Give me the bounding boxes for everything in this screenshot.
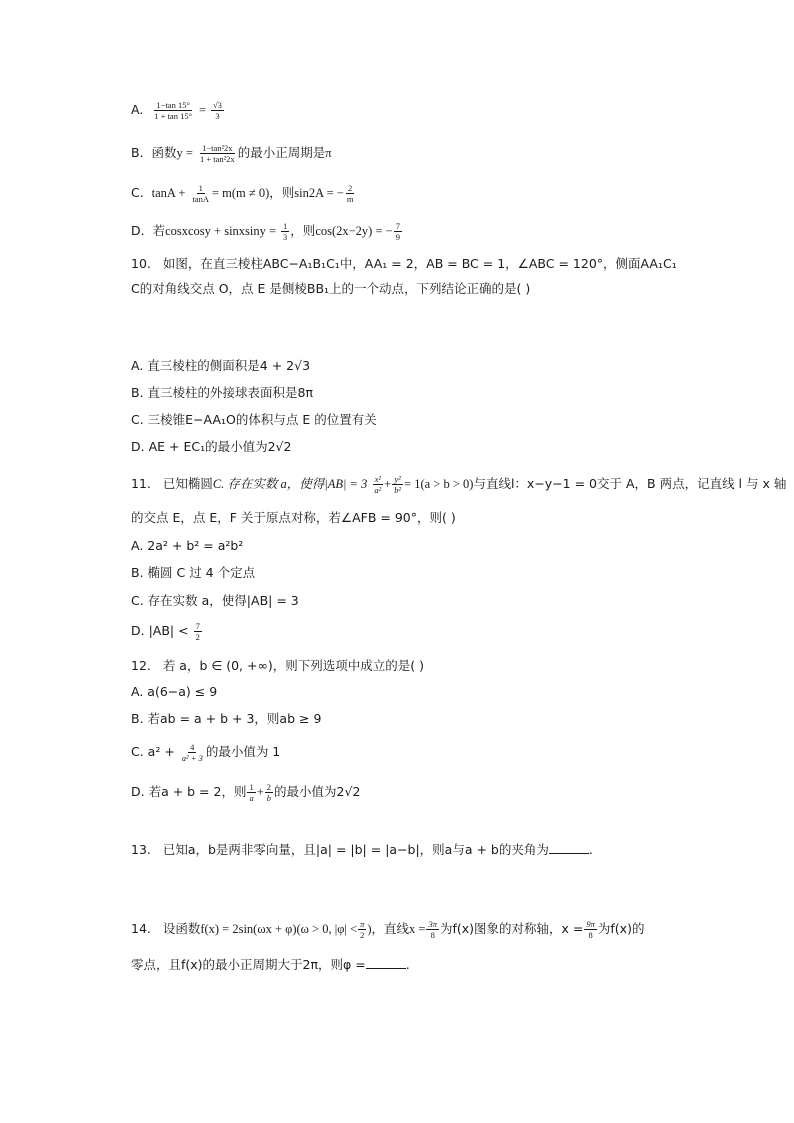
denominator: 9 xyxy=(395,232,400,242)
fraction xyxy=(372,474,383,495)
question-text: 为f(x)图象的对称轴，x = xyxy=(439,921,584,936)
question-text: 零点，且f(x)的最小正周期大于2π，则φ = xyxy=(131,957,366,972)
numerator: 1−tan²2x xyxy=(202,143,233,153)
q12-option-a xyxy=(131,683,217,701)
option-label: B. xyxy=(131,145,144,160)
fraction xyxy=(211,100,224,121)
question-number: 11. xyxy=(131,476,151,491)
option-text: A. a(6−a) ≤ 9 xyxy=(131,684,218,699)
numerator: x² xyxy=(374,474,381,484)
q12-stem xyxy=(131,657,424,675)
fraction xyxy=(394,221,402,242)
numerator: π xyxy=(360,919,365,929)
numerator: 7 xyxy=(195,621,200,631)
numerator: 2 xyxy=(266,782,272,792)
option-text: D. 若a + b = 2，则 xyxy=(131,784,247,799)
denominator: 8 xyxy=(588,930,593,940)
option-text: 的最小值为2√2 xyxy=(274,784,361,799)
q13-stem xyxy=(131,841,593,859)
math: = m(m ≠ 0)，则 xyxy=(211,186,295,200)
denominator: 1 + tan²2x xyxy=(199,154,235,164)
q10-stem-line1 xyxy=(131,255,677,273)
option-text: C. 存在实数 a，使得|AB| = 3 xyxy=(131,593,299,608)
q12-option-d xyxy=(131,782,360,803)
q10-option-c xyxy=(131,411,377,429)
option-label: A. xyxy=(131,102,144,117)
math: y = xyxy=(176,146,193,160)
numerator: y² xyxy=(394,474,401,484)
fraction xyxy=(180,742,205,763)
q14-stem-line1 xyxy=(131,919,644,940)
answer-blank[interactable] xyxy=(549,841,589,854)
math: cos(2x−2y) = − xyxy=(315,224,393,238)
numerator: 9π xyxy=(586,919,595,929)
option-text: C. a² + xyxy=(131,744,175,759)
tan15-text: tan 15 xyxy=(167,111,189,121)
text: 函数 xyxy=(151,145,177,160)
math: sin2A = − xyxy=(294,186,344,200)
option-text: B. 若ab = a + b + 3，则ab ≥ 9 xyxy=(131,711,322,726)
q10-option-d xyxy=(131,438,291,456)
denominator: b xyxy=(266,793,272,803)
period: . xyxy=(405,957,410,972)
numerator: 7 xyxy=(395,221,400,231)
question-number: 10. xyxy=(131,256,151,271)
q10-option-b xyxy=(131,384,313,402)
denominator: tanA xyxy=(192,194,209,204)
numerator: 4 xyxy=(190,742,195,752)
denominator: b² xyxy=(394,485,402,495)
q12-option-c xyxy=(131,742,280,763)
tan15-text: tan 15 xyxy=(165,100,187,110)
q11-stem-line1 xyxy=(131,474,786,495)
fraction xyxy=(247,782,255,803)
q9-option-d xyxy=(131,221,403,242)
numerator: 2 xyxy=(348,183,353,193)
fraction xyxy=(345,183,356,204)
fraction xyxy=(265,782,273,803)
fraction xyxy=(358,919,366,940)
question-text: = 1(a > b > 0)与直线 xyxy=(404,477,511,491)
option-text: A. 2a² + b² = a²b² xyxy=(131,538,244,553)
q9-option-b xyxy=(131,143,332,164)
question-number: 12. xyxy=(131,658,151,673)
degree-sign: ° xyxy=(188,111,192,121)
numerator: 1 xyxy=(249,782,254,792)
math: + xyxy=(256,785,264,799)
denominator: a xyxy=(249,793,254,803)
math: cosxcosy + sinxsiny = xyxy=(165,224,277,238)
option-label: D. xyxy=(131,223,145,238)
fraction xyxy=(198,143,237,164)
numerator: 1 xyxy=(198,183,203,193)
question-text: )，直线x = xyxy=(367,922,426,936)
question-text: 如图，在直三棱柱ABC−A₁B₁C₁中，AA₁ = 2，AB = BC = 1，∠ABC = 120°，侧面AA₁C₁ xyxy=(162,256,677,271)
fraction xyxy=(392,474,403,495)
text: 若 xyxy=(152,223,166,238)
numerator: 1 xyxy=(283,221,288,231)
fraction: $\frac{1-\tan 15^\circ}{1 + \tan 15^\circ}$ xyxy=(154,100,192,121)
sqrt3: √3 xyxy=(213,100,222,110)
fraction xyxy=(426,919,439,940)
period: . xyxy=(588,842,593,857)
text: ，则 xyxy=(290,223,316,238)
question-text: 已知a，b是两非零向量，且|a| = |b| = |a−b|，则a与a + b的夹角为 xyxy=(162,842,549,857)
fraction xyxy=(584,919,597,940)
option-text: C. 三棱锥E−AA₁O的体积与点 E 的位置有关 xyxy=(131,412,377,427)
q11-stem-line2 xyxy=(131,509,456,527)
option-text: B. 直三棱柱的外接球表面积是8π xyxy=(131,385,314,400)
denominator: a² + 3 xyxy=(181,753,203,763)
denominator: 3 xyxy=(215,111,220,121)
q10-stem-line2 xyxy=(131,280,530,298)
option-text: B. 椭圆 C 过 4 个定点 xyxy=(131,565,256,580)
question-text: 设函数f(x) = 2sin(ωx + φ)(ω > 0, |φ| < xyxy=(162,922,358,936)
q11-option-d xyxy=(131,621,203,642)
math: + xyxy=(384,477,392,491)
q11-option-c xyxy=(131,592,299,610)
denominator: 2 xyxy=(360,930,365,940)
denominator: a² xyxy=(374,485,382,495)
denominator: 2 xyxy=(195,632,200,642)
q12-option-b xyxy=(131,710,321,728)
option-text: D. AE + EC₁的最小值为2√2 xyxy=(131,439,292,454)
fraction xyxy=(190,183,211,204)
option-text: 的最小值为 1 xyxy=(205,744,281,759)
q11-option-a xyxy=(131,537,243,555)
question-text: C的对角线交点 O，点 E 是侧棱BB₁上的一个动点，下列结论正确的是( ) xyxy=(131,281,531,296)
q10-option-a xyxy=(131,357,310,375)
option-text: D. |AB| < xyxy=(131,623,189,638)
q14-stem-line2 xyxy=(131,956,410,974)
math: π xyxy=(325,146,332,160)
question-text: 为f(x)的 xyxy=(597,921,645,936)
q9-option-c xyxy=(131,183,356,204)
math: tanA + xyxy=(151,186,186,200)
question-number: 13. xyxy=(131,842,151,857)
fraction xyxy=(194,621,202,642)
answer-blank[interactable] xyxy=(366,956,406,969)
question-text: 若 a，b ∈ (0, +∞)，则下列选项中成立的是( ) xyxy=(162,658,424,673)
math: C. 存在实数 a，使得|AB| = 3 xyxy=(212,477,368,491)
option-text: A. 直三棱柱的侧面积是4 + 2√3 xyxy=(131,358,311,373)
fraction xyxy=(281,221,289,242)
option-label: C. xyxy=(131,185,144,200)
question-text: 的交点 E，点 E，F 关于原点对称，若∠AFB = 90°，则( ) xyxy=(131,510,456,525)
question-text: l：x−y−1 = 0交于 A，B 两点，记直线 l 与 x 轴 xyxy=(510,476,787,491)
text: 的最小正周期是 xyxy=(237,145,326,160)
question-text: 已知椭圆 xyxy=(162,476,213,491)
denominator: m xyxy=(346,194,354,204)
denominator: 3 xyxy=(283,232,288,242)
q11-option-b xyxy=(131,564,255,582)
numerator: 3π xyxy=(428,919,437,929)
degree-sign: ° xyxy=(186,100,190,110)
q9-option-a: A. $\frac{1-\tan 15^\circ}{1 + \tan 15^\circ}$ = $\frac{√3}{3}$ xyxy=(131,100,222,121)
denominator: 8 xyxy=(430,930,435,940)
question-number: 14. xyxy=(131,921,151,936)
